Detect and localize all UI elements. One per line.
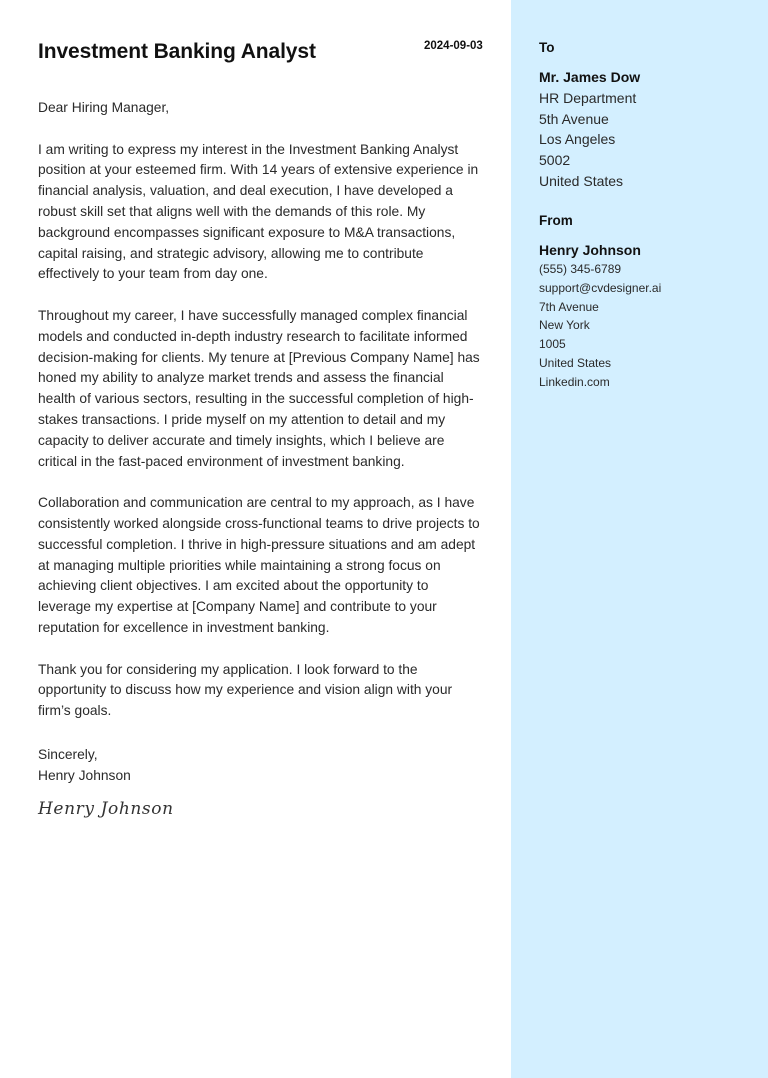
recipient-zip: 5002	[539, 152, 571, 169]
recipient-department: HR Department	[539, 89, 637, 106]
sender-email: support@cvdesigner.ai	[539, 280, 662, 295]
recipient-heading: To	[539, 40, 555, 55]
handwritten-signature: Henry Johnson	[38, 799, 174, 819]
paragraph-intro: I am writing to express my interest in the Investment Banking Analyst position at your esteemed firm. With 14 years of extensive experience in financial analysis, valuation, and deal execution, I have developed a robust skill set that aligns well with the demands of this role. My background encompasses significant exposure to M&A transactions, capital raising, and strategic advisory, allowing me to contribute effectively to your team from day one.	[38, 141, 479, 282]
contact-sidebar	[511, 0, 768, 1078]
letter-body	[38, 98, 484, 743]
paragraph-thanks: Thank you for considering my application. I look forward to the opportunity to discuss how my experience and vision align with your firm’s goals.	[38, 661, 453, 719]
paragraph-collaboration: Collaboration and communication are central to my approach, as I have consistently worked alongside cross-functional teams to drive projects to successful completion. I thrive in high-pressure situations and am adept at managing multiple priorities while maintaining a strong focus on achieving client objectives. I am excited about the opportunity to leverage my expertise at [Company Name] and contribute to your reputation for excellence in investment banking.	[38, 495, 480, 635]
paragraph-experience: Throughout my career, I have successfully managed complex financial models and conducted in-depth industry research to facilitate informed decision-making for clients. My tenure at [Previous Company Name] has honed my ability to analyze market trends and assess the financial health of various sectors, resulting in the successful completion of high-stakes transactions. I pride myself on my attention to detail and my capacity to deliver accurate and timely insights, which I believe are critical in the fast-paced environment of investment banking.	[38, 307, 480, 469]
sender-city: New York	[539, 318, 590, 333]
sender-heading: From	[539, 213, 573, 228]
sender-zip: 1005	[539, 337, 566, 352]
sender-name: Henry Johnson	[539, 242, 641, 258]
sender-block	[539, 240, 661, 392]
salutation: Dear Hiring Manager,	[38, 100, 170, 115]
closing-block	[38, 744, 131, 786]
recipient-country: United States	[539, 172, 624, 189]
recipient-name: Mr. James Dow	[539, 69, 641, 85]
letter-date: 2024-09-03	[424, 40, 483, 52]
sender-linkedin-link[interactable]: Linkedin.com	[539, 374, 610, 389]
letter-title: Investment Banking Analyst	[38, 40, 316, 63]
sender-phone: (555) 345-6789	[539, 262, 622, 276]
recipient-block	[539, 67, 640, 192]
closing-text: Sincerely,	[38, 747, 98, 762]
closing-sender-name: Henry Johnson	[38, 768, 131, 783]
recipient-city: Los Angeles	[539, 131, 616, 148]
recipient-street: 5th Avenue	[539, 110, 609, 127]
sender-street: 7th Avenue	[539, 299, 599, 314]
sender-country: United States	[539, 355, 612, 370]
